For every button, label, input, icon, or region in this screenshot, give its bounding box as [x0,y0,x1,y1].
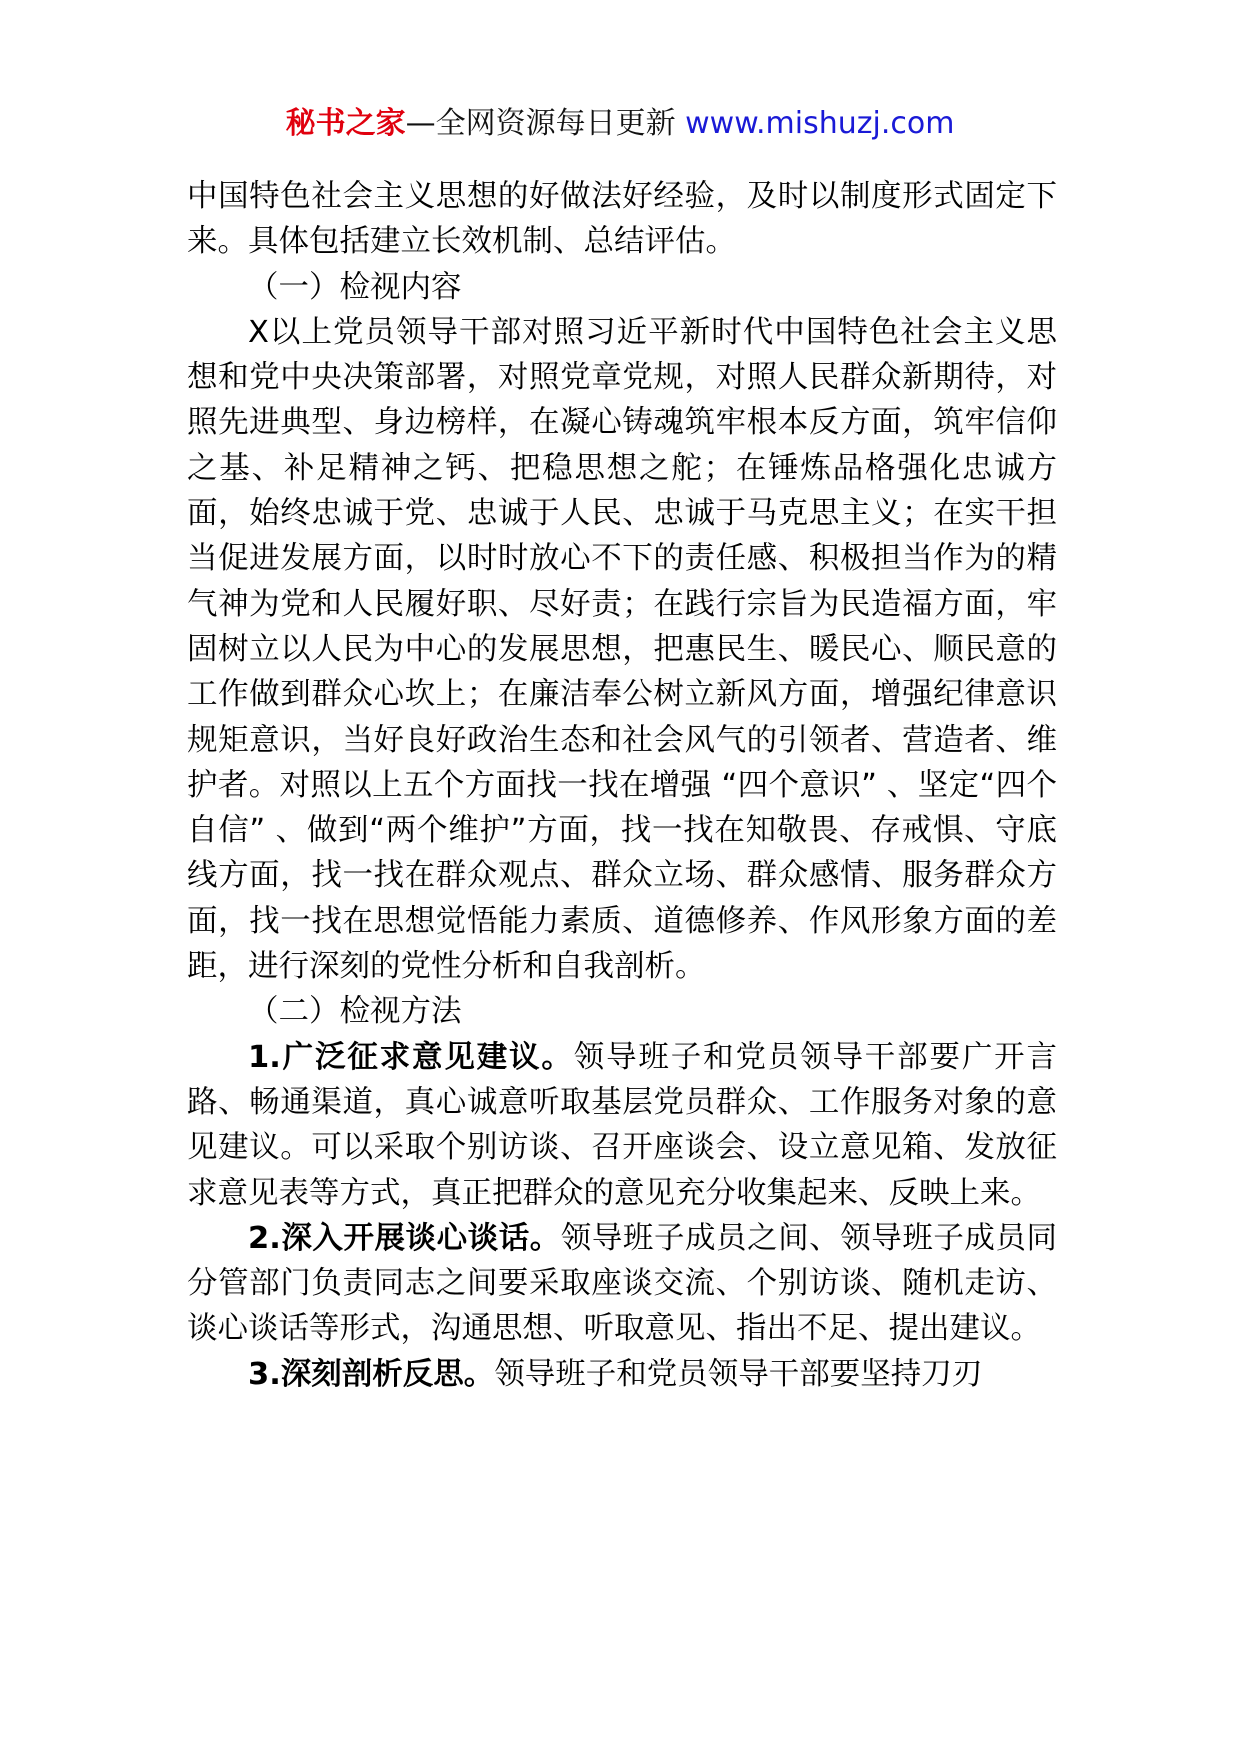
method-item-3 [187,1352,1057,1397]
site-url-link[interactable]: www.mishuzj.com [685,106,955,141]
method-item-title: 2.深入开展谈心谈话。 [248,1220,561,1256]
method-item-title: 3.深刻剖析反思。 [248,1356,495,1392]
method-item-text: 领导班子成员之间、领导班子成员同分管部门负责同志之间要采取座谈交流、个别访谈、随机走访、谈心谈话等形式，沟通思想、听取意见、指出不足、提出建议。 [187,1220,1058,1347]
document-body [187,174,1057,1397]
method-item-2 [187,1216,1057,1352]
section-heading-2: （二）检视方法 [248,994,462,1030]
paragraph-inspection-content: X以上党员领导干部对照习近平新时代中国特色社会主义思想和党中央决策部署，对照党章党规，对照人民群众新期待，对照先进典型、身边榜样，在凝心铸魂筑牢根本反方面，筑牢信仰之基、补足精神之钙、把稳思想之舵；在锤炼品格强化忠诚方面，始终忠诚于党、忠诚于人民、忠诚于马克思主义；在实干担当促进发展方面，以时时放心不下的责任感、积极担当作为的精气神为党和人民履好职、尽好责；在践行宗旨为民造福方面，牢固树立以人民为中心的发展思想，把惠民生、暖民心、顺民意的工作做到群众心坎上；在廉洁奉公树立新风方面，增强纪律意识规矩意识，当好良好政治生态和社会风气的引领者、营造者、维护者。对照以上五个方面找一找在增强 “四个意识” 、坚定“四个自信” 、做到“两个维护”方面，找一找在知敬畏、存戒惧、守底线方面，找一找在群众观点、群众立场、群众感情、服务群众方面，找一找在思想觉悟能力素质、道德修养、作风形象方面的差距，进行深刻的党性分析和自我剖析。 [187,314,1057,985]
section-heading-1: （一）检视内容 [248,269,462,305]
method-item-text: 领导班子和党员领导干部要广开言路、畅通渠道，真心诚意听取基层党员群众、工作服务对象的意见建议。可以采取个别访谈、召开座谈会、设立意见箱、发放征求意见表等方式，真正把群众的意见充分收集起来、反映上来。 [187,1039,1058,1211]
page-header [0,104,1240,144]
method-item-1 [187,1035,1057,1216]
header-tagline: —全网资源每日更新 [405,106,676,141]
paragraph-continued: 中国特色社会主义思想的好做法好经验，及时以制度形式固定下来。具体包括建立长效机制、总结评估。 [187,179,1057,260]
method-item-title: 1.广泛征求意见建议。 [248,1039,574,1075]
method-item-text: 领导班子和党员领导干部要坚持刀刃 [494,1356,983,1392]
brand-name: 秘书之家 [285,106,406,141]
